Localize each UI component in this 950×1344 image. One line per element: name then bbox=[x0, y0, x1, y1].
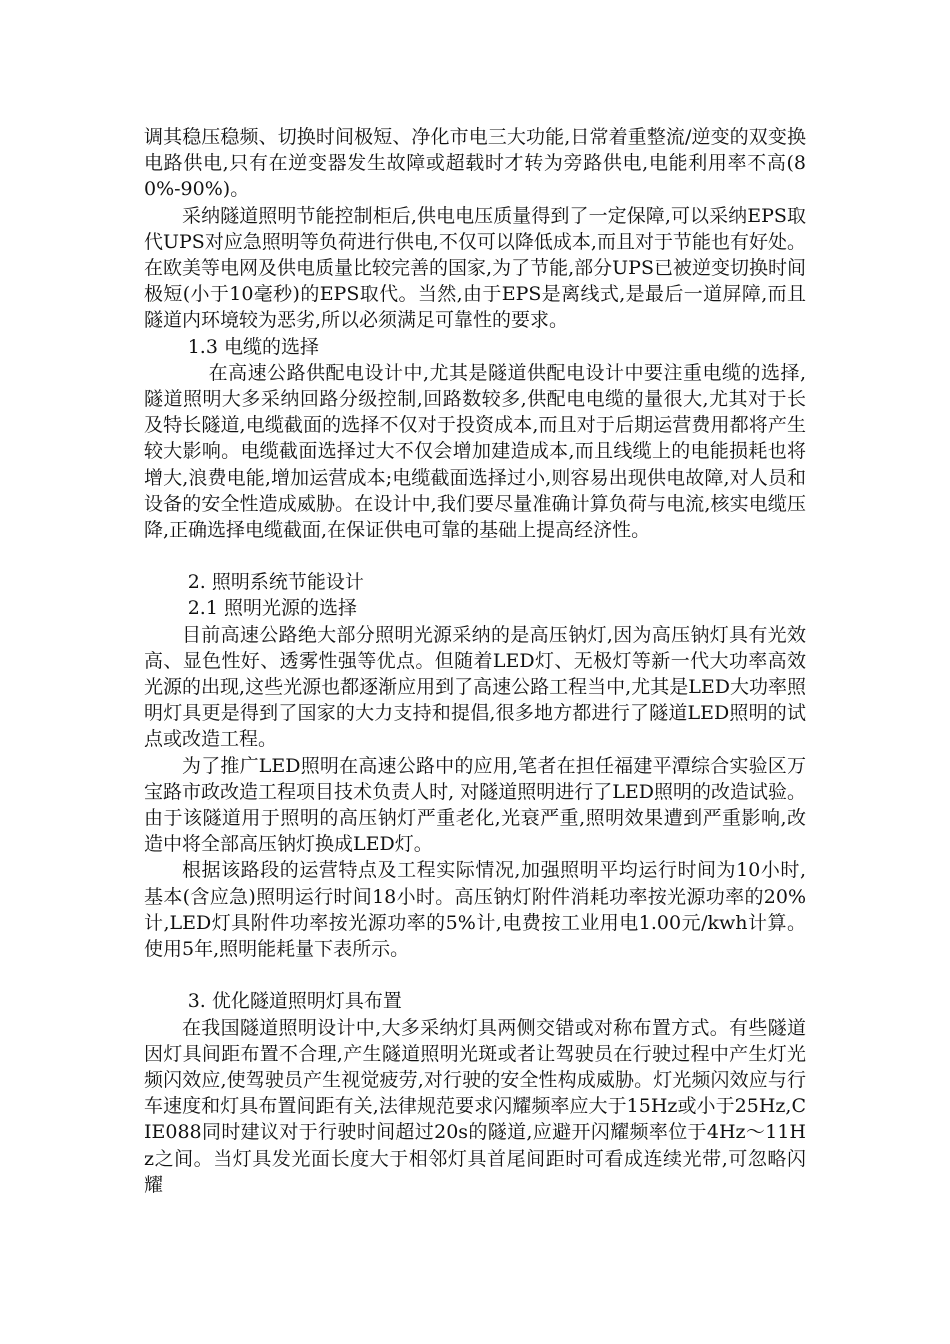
paragraph-lamp-layout: 在我国隧道照明设计中,大多采纳灯具两侧交错或对称布置方式。有些隧道因灯具间距布置不合理,产生隧道照明光斑或者让驾驶员在行驶过程中产生灯光频闪效应,使驾驶员产生视觉疲劳,对行驶的安全性构成威胁。灯光频闪效应与行车速度和灯具布置间距有关,法律规范要求闪耀频率应大于15Hz或小于25Hz,CIE088同时建议对于行驶时间超过20s的隧道,应避开闪耀频率位于4Hz～11Hz之间。当灯具发光面长度大于相邻灯具首尾间距时可看成连续光带,可忽略闪耀 bbox=[144, 1016, 806, 1196]
paragraph-eps-replacement: 采纳隧道照明节能控制柜后,供电电压质量得到了一定保障,可以采纳EPS取代UPS对应急照明等负荷进行供电,不仅可以降低成本,而且对于节能也有好处。在欧美等电网及供电质量比较完善的国家,为了节能,部分UPS已被逆变切换时间极短(小于10毫秒)的EPS取代。当然,由于EPS是离线式,是最后一道屏障,而且隧道内环境较为恶劣,所以必须满足可靠性的要求。 bbox=[144, 204, 806, 332]
section-heading-3: 3. 优化隧道照明灯具布置 bbox=[187, 990, 402, 1013]
document-page bbox=[144, 124, 806, 1198]
paragraph-energy-calculation: 根据该路段的运营特点及工程实际情况,加强照明平均运行时间为10小时,基本(含应急)照明运行时间18小时。高压钠灯附件消耗功率按光源功率的20%计,LED灯具附件功率按光源功率的5%计,电费按工业用电1.00元/kwh计算。使用5年,照明能耗量下表所示。 bbox=[144, 859, 806, 961]
paragraph-ups-function: 调其稳压稳频、切换时间极短、净化市电三大功能,日常着重整流/逆变的双变换电路供电,只有在逆变器发生故障或超载时才转为旁路供电,电能利用率不高(80%-90%)。 bbox=[144, 126, 806, 201]
section-heading-2-1: 2.1 照明光源的选择 bbox=[187, 597, 357, 620]
paragraph-cable-selection: 在高速公路供配电设计中,尤其是隧道供配电设计中要注重电缆的选择,隧道照明大多采纳回路分级控制,回路数较多,供配电电缆的量很大,尤其对于长及特长隧道,电缆截面的选择不仅对于投资成本,而且对于后期运营费用都将产生较大影响。电缆截面选择过大不仅会增加建造成本,而且线缆上的电能损耗也将增大,浪费电能,增加运营成本;电缆截面选择过小,则容易出现供电故障,对人员和设备的安全性造成威胁。在设计中,我们要尽量准确计算负荷与电流,核实电缆压降,正确选择电缆截面,在保证供电可靠的基础上提高经济性。 bbox=[144, 361, 806, 542]
paragraph-light-source: 目前高速公路绝大部分照明光源采纳的是高压钠灯,因为高压钠灯具有光效高、显色性好、透雾性强等优点。但随着LED灯、无极灯等新一代大功率高效光源的出现,这些光源也都逐渐应用到了高速公路工程当中,尤其是LED大功率照明灯具更是得到了国家的大力支持和提倡,很多地方都进行了隧道LED照明的试点或改造工程。 bbox=[144, 623, 806, 751]
section-heading-2: 2. 照明系统节能设计 bbox=[187, 571, 364, 594]
paragraph-led-retrofit: 为了推广LED照明在高速公路中的应用,笔者在担任福建平潭综合实验区万宝路市政改造工程项目技术负责人时, 对隧道照明进行了LED照明的改造试验。由于该隧道用于照明的高压钠灯严重老化,光衰严重,照明效果遭到严重影响,改造中将全部高压钠灯换成LED灯。 bbox=[144, 754, 806, 856]
section-heading-1-3: 1.3 电缆的选择 bbox=[187, 335, 319, 358]
